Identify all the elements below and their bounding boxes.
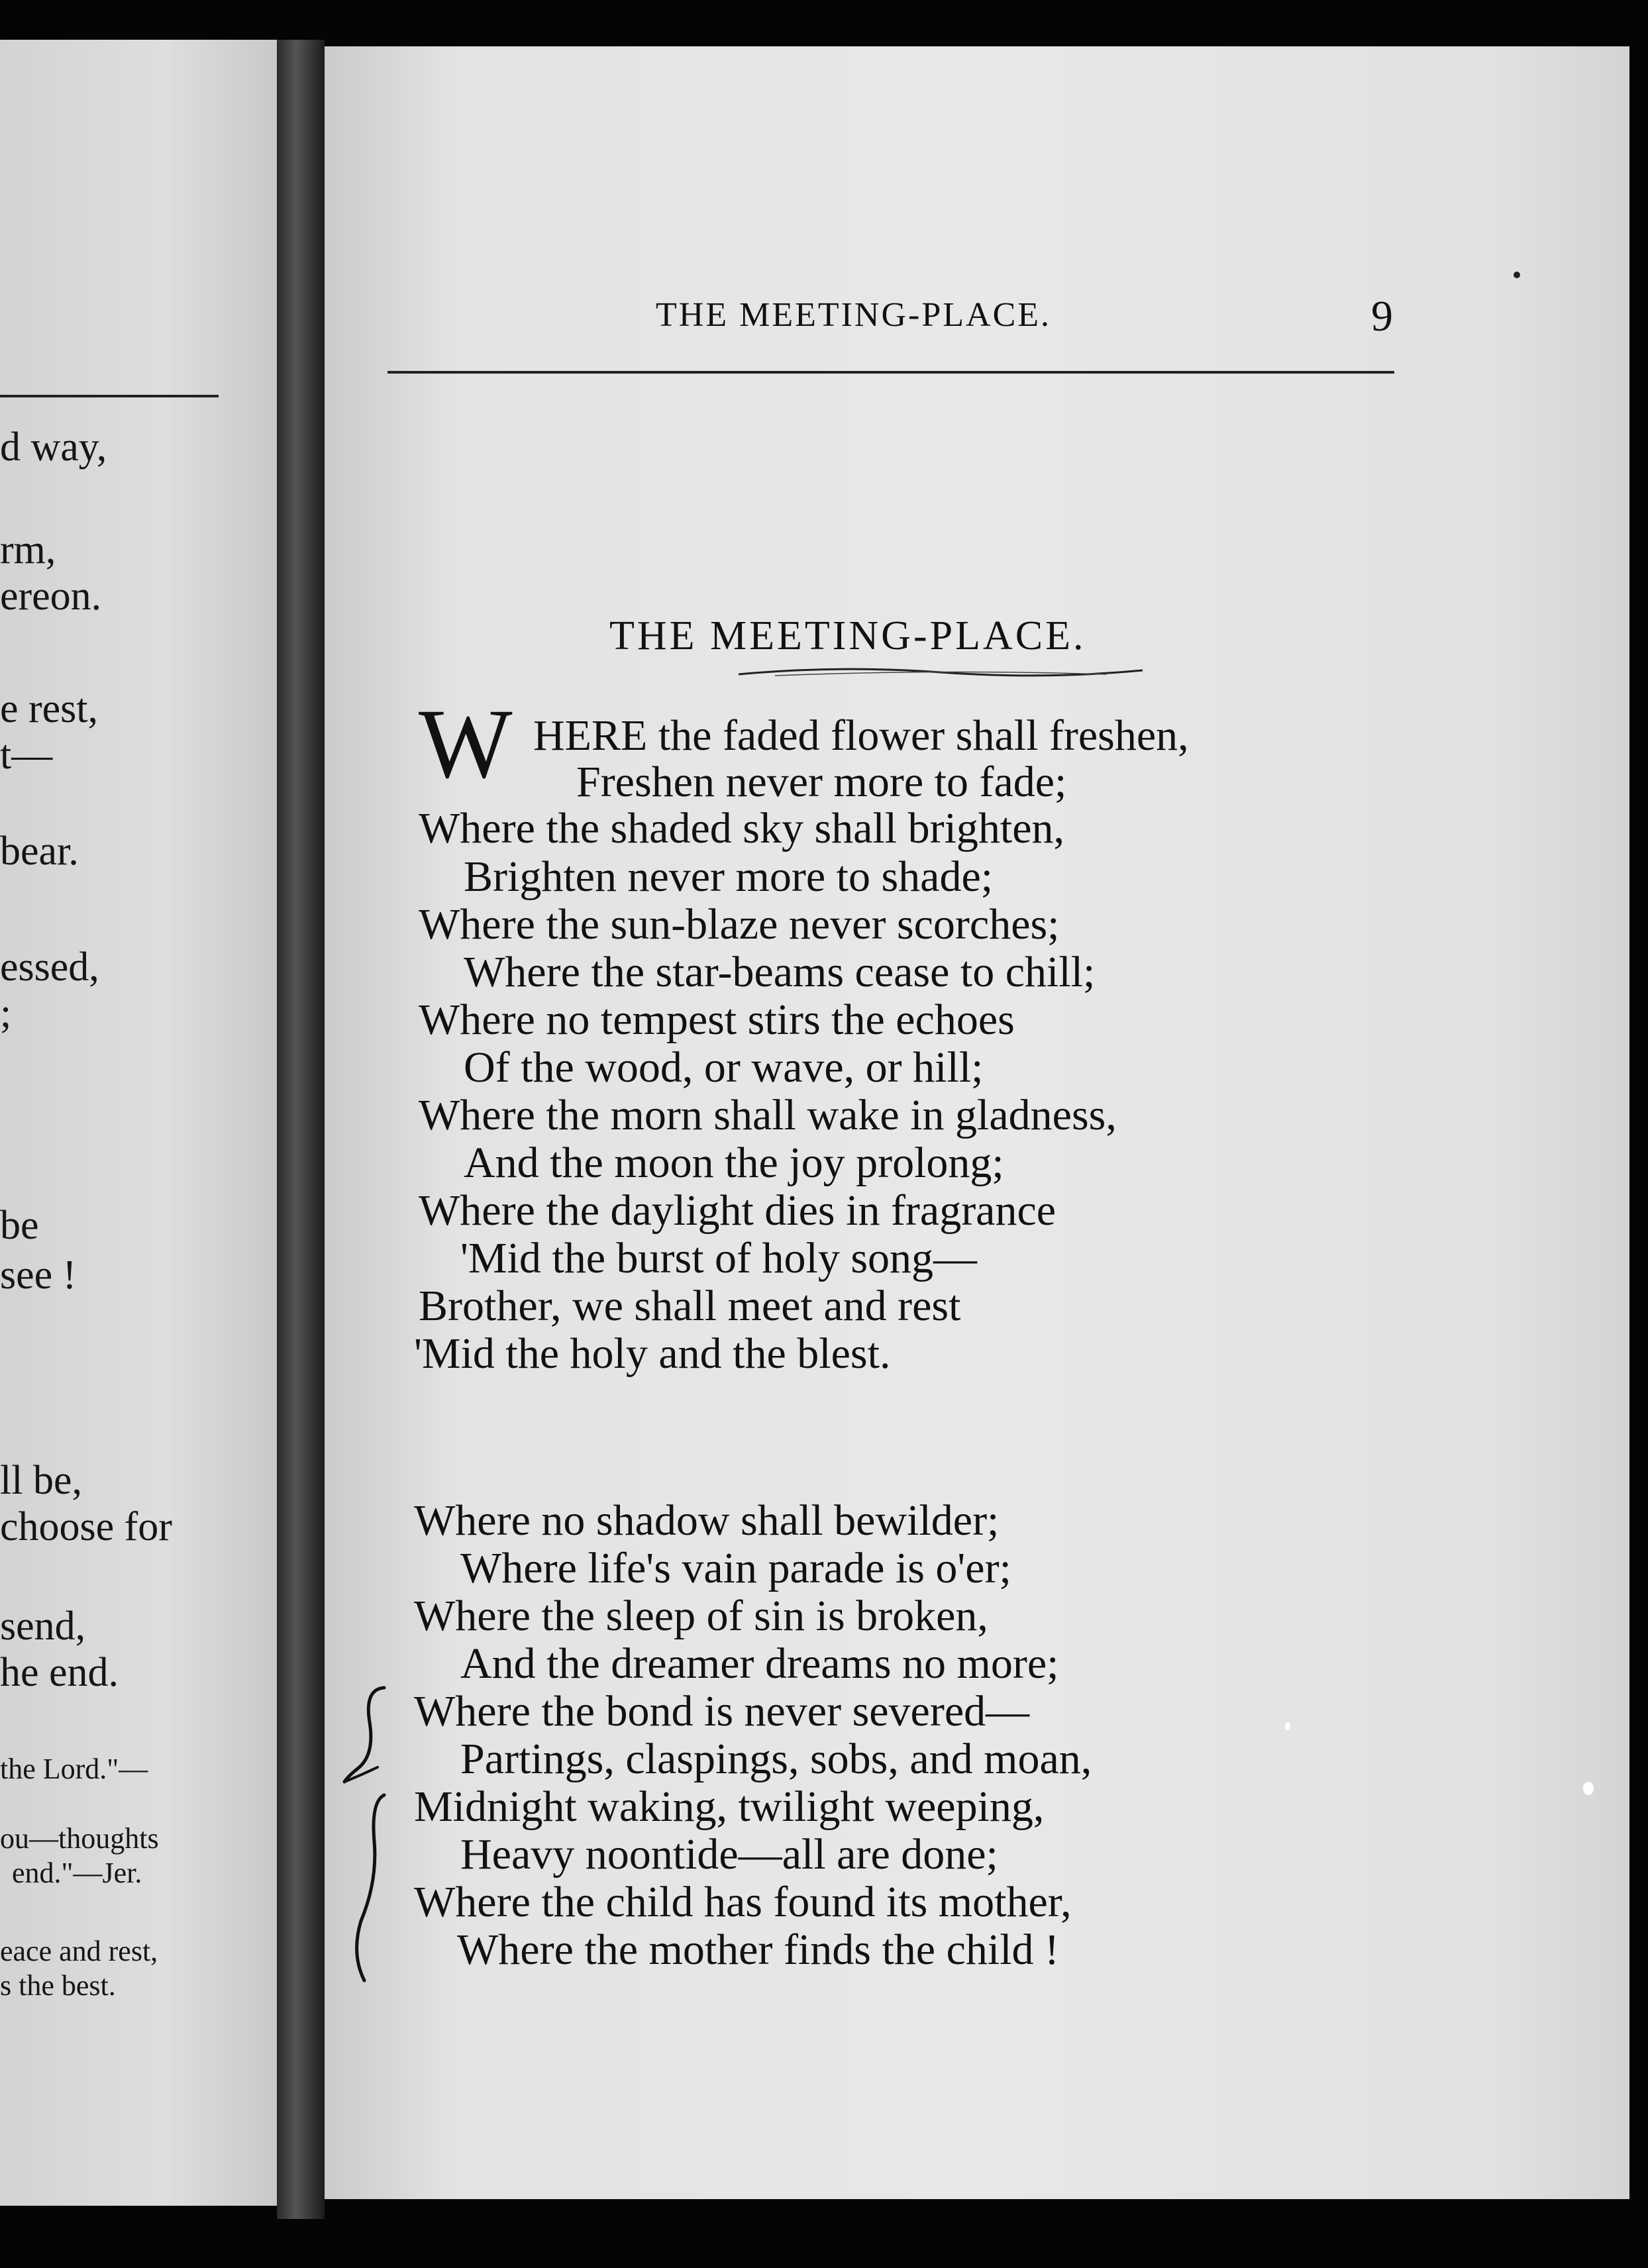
header-rule (387, 371, 1394, 374)
pencil-bracket-mark (338, 1682, 397, 1788)
left-header-rule (0, 395, 219, 397)
poem-line: Where the sun-blaze never scorches; (419, 900, 1060, 949)
poem-line: Brighten never more to shade; (464, 852, 994, 901)
paper-speck (1285, 1722, 1290, 1730)
poem-line: 'Mid the burst of holy song— (460, 1234, 978, 1282)
left-fragment: t— (0, 733, 53, 778)
poem-line: HERE the faded flower shall freshen, (533, 711, 1189, 760)
page-number: 9 (1371, 292, 1393, 340)
left-fragment: he end. (0, 1650, 119, 1695)
left-fragment: rm, (0, 527, 56, 572)
left-fragment: send, (0, 1604, 86, 1649)
poem-line: Brother, we shall meet and rest (419, 1282, 961, 1330)
poem-line: And the dreamer dreams no more; (460, 1639, 1059, 1688)
poem-line: Where the morn shall wake in gladness, (419, 1091, 1117, 1139)
poem-title: THE MEETING-PLACE. (609, 613, 1086, 658)
left-fragment: the Lord."— (0, 1753, 148, 1785)
ink-speck (1514, 272, 1520, 278)
pencil-bracket-mark (344, 1788, 397, 1987)
poem-line: Of the wood, or wave, or hill; (464, 1043, 984, 1092)
left-fragment: d way, (0, 425, 107, 470)
poem-line: Where the sleep of sin is broken, (414, 1592, 988, 1640)
paper-speck (1583, 1782, 1594, 1795)
left-fragment: ou—thoughts (0, 1822, 159, 1855)
drop-cap: W (419, 689, 513, 799)
book-gutter (277, 40, 325, 2219)
left-fragment: ll be, (0, 1458, 82, 1503)
poem-line: Where no shadow shall bewilder; (414, 1496, 1000, 1545)
poem-line: Freshen never more to fade; (576, 758, 1067, 806)
left-fragment: end."—Jer. (12, 1857, 142, 1889)
title-ornament (735, 662, 1146, 682)
poem-line: Where the bond is never severed— (414, 1687, 1030, 1735)
poem-line: Partings, claspings, sobs, and moan, (460, 1735, 1092, 1783)
running-head: THE MEETING-PLACE. (656, 296, 1052, 334)
left-page (0, 40, 277, 2206)
poem-line: Where the daylight dies in fragrance (419, 1186, 1056, 1235)
poem-line: Where life's vain parade is o'er; (460, 1544, 1011, 1592)
left-fragment: see ! (0, 1253, 77, 1298)
poem-line: Where the mother finds the child ! (457, 1926, 1060, 1974)
poem-line: Heavy noontide—all are done; (460, 1830, 998, 1879)
left-fragment: ereon. (0, 574, 102, 619)
left-fragment: bear. (0, 829, 79, 874)
left-fragment: ; (0, 991, 12, 1036)
poem-line: Midnight waking, twilight weeping, (414, 1782, 1045, 1831)
left-fragment: essed, (0, 945, 99, 990)
poem-line: Where the star-beams cease to chill; (464, 948, 1096, 996)
poem-line: And the moon the joy prolong; (464, 1139, 1004, 1187)
left-fragment: eace and rest, (0, 1935, 158, 1967)
poem-line: Where the shaded sky shall brighten, (419, 804, 1065, 852)
left-fragment: e rest, (0, 686, 99, 731)
poem-line: 'Mid the holy and the blest. (414, 1329, 891, 1378)
left-fragment: be (0, 1203, 39, 1248)
left-fragment: s the best. (0, 1969, 116, 2002)
poem-line: Where the child has found its mother, (414, 1878, 1072, 1926)
left-fragment: choose for (0, 1504, 172, 1549)
poem-line: Where no tempest stirs the echoes (419, 996, 1015, 1044)
